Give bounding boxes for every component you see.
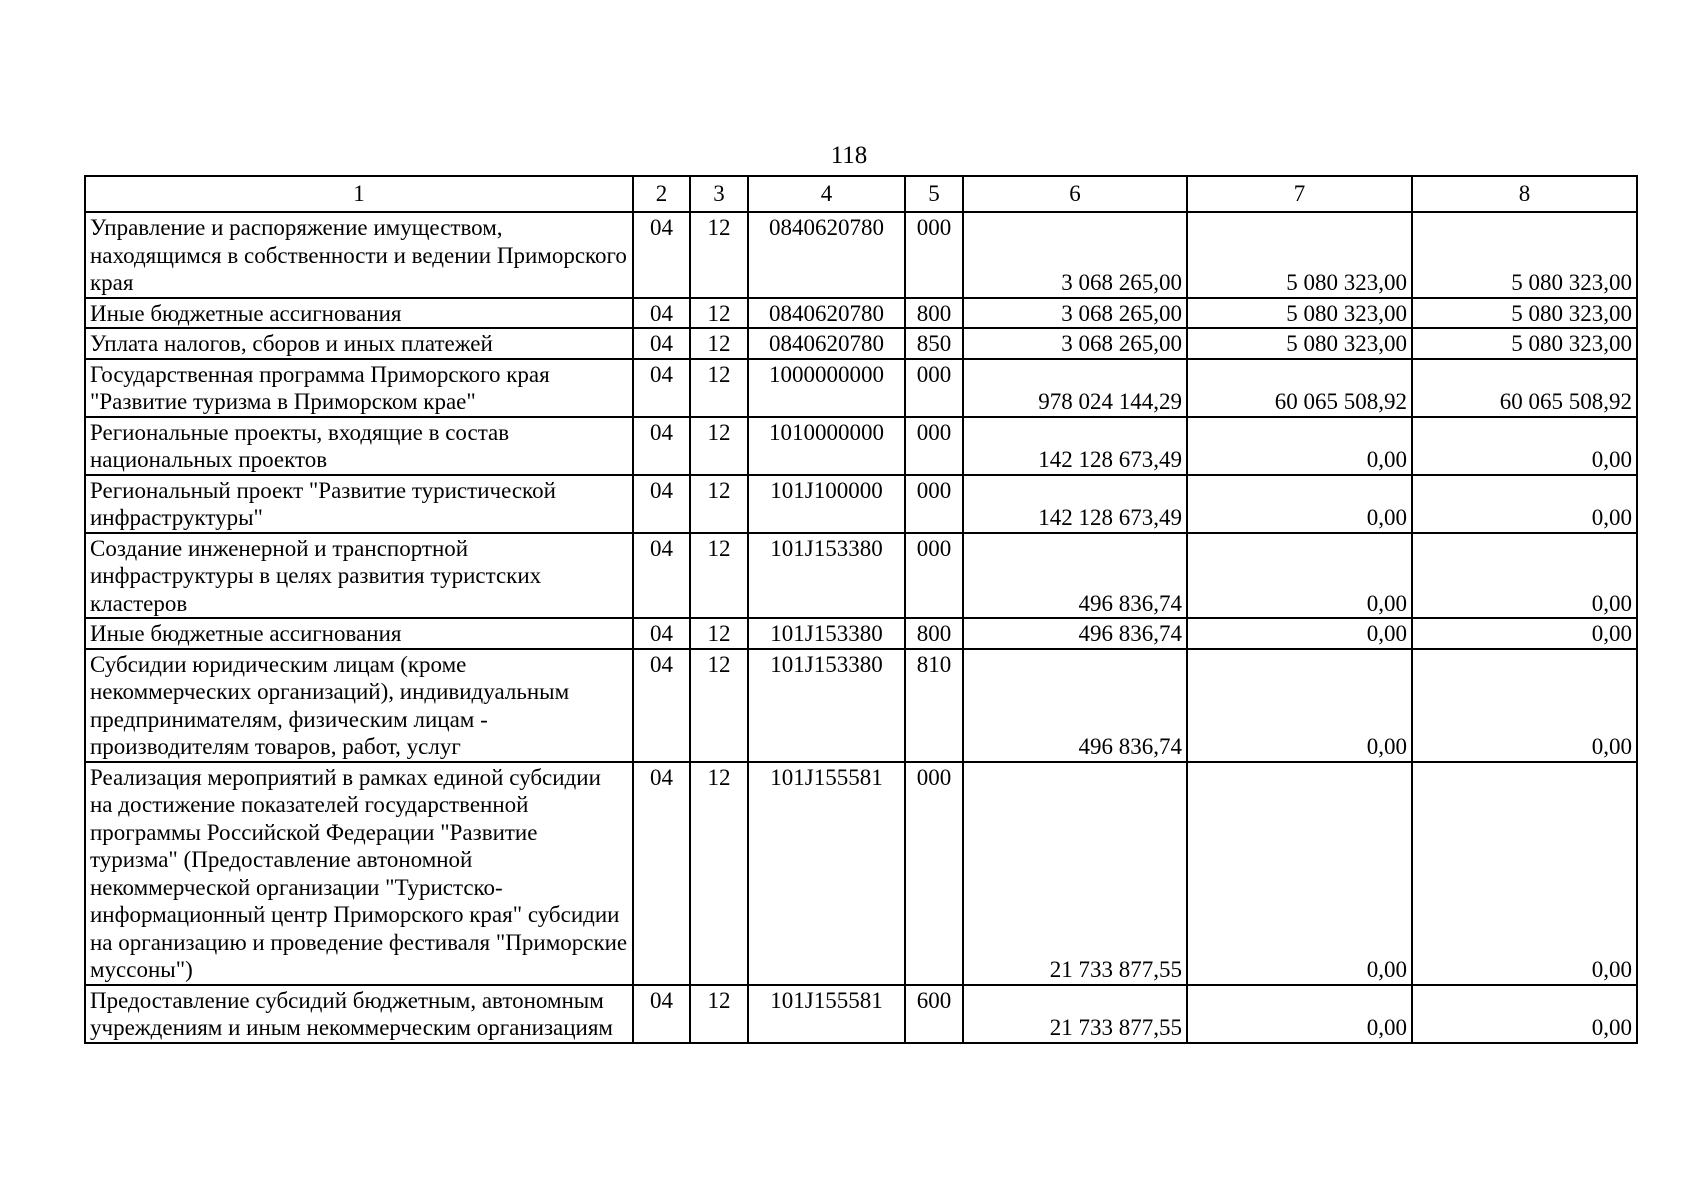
table-row bbox=[85, 212, 1637, 298]
expense-type-code-cell: 810 bbox=[905, 649, 963, 762]
subsection-code-cell: 12 bbox=[690, 212, 748, 298]
section-code-cell: 04 bbox=[633, 985, 690, 1043]
column-header: 6 bbox=[963, 176, 1187, 212]
expense-type-code-cell: 800 bbox=[905, 618, 963, 649]
amount-col8-cell: 0,00 bbox=[1412, 618, 1637, 649]
subsection-code-cell: 12 bbox=[690, 762, 748, 985]
section-code-cell: 04 bbox=[633, 533, 690, 619]
table-row bbox=[85, 359, 1637, 417]
budget-table bbox=[84, 175, 1638, 1044]
section-code-cell: 04 bbox=[633, 417, 690, 475]
column-header: 4 bbox=[748, 176, 905, 212]
amount-col6-cell: 3 068 265,00 bbox=[963, 212, 1187, 298]
expense-type-code-cell: 600 bbox=[905, 985, 963, 1043]
expense-type-code-cell: 800 bbox=[905, 298, 963, 329]
expense-name-cell: Уплата налогов, сборов и иных платежей bbox=[85, 328, 633, 359]
target-article-code-cell: 101J155581 bbox=[748, 985, 905, 1043]
amount-col7-cell: 0,00 bbox=[1187, 475, 1412, 533]
target-article-code-cell: 101J155581 bbox=[748, 762, 905, 985]
amount-col6-cell: 496 836,74 bbox=[963, 618, 1187, 649]
amount-col8-cell: 5 080 323,00 bbox=[1412, 328, 1637, 359]
section-code-cell: 04 bbox=[633, 475, 690, 533]
amount-col7-cell: 0,00 bbox=[1187, 649, 1412, 762]
subsection-code-cell: 12 bbox=[690, 985, 748, 1043]
column-header: 5 bbox=[905, 176, 963, 212]
expense-type-code-cell: 000 bbox=[905, 212, 963, 298]
table-row bbox=[85, 417, 1637, 475]
amount-col8-cell: 0,00 bbox=[1412, 985, 1637, 1043]
column-header: 2 bbox=[633, 176, 690, 212]
column-number-header-row bbox=[85, 176, 1637, 212]
expense-name-cell: Предоставление субсидий бюджетным, автономным учреждениям и иным некоммерческим организациям bbox=[85, 985, 633, 1043]
amount-col8-cell: 0,00 bbox=[1412, 649, 1637, 762]
table-row bbox=[85, 649, 1637, 762]
amount-col7-cell: 0,00 bbox=[1187, 417, 1412, 475]
expense-type-code-cell: 850 bbox=[905, 328, 963, 359]
amount-col6-cell: 21 733 877,55 bbox=[963, 762, 1187, 985]
table-row bbox=[85, 985, 1637, 1043]
amount-col7-cell: 0,00 bbox=[1187, 985, 1412, 1043]
amount-col8-cell: 60 065 508,92 bbox=[1412, 359, 1637, 417]
section-code-cell: 04 bbox=[633, 762, 690, 985]
expense-type-code-cell: 000 bbox=[905, 762, 963, 985]
amount-col7-cell: 60 065 508,92 bbox=[1187, 359, 1412, 417]
section-code-cell: 04 bbox=[633, 212, 690, 298]
subsection-code-cell: 12 bbox=[690, 475, 748, 533]
subsection-code-cell: 12 bbox=[690, 618, 748, 649]
column-header: 1 bbox=[85, 176, 633, 212]
section-code-cell: 04 bbox=[633, 649, 690, 762]
amount-col7-cell: 0,00 bbox=[1187, 533, 1412, 619]
expense-type-code-cell: 000 bbox=[905, 533, 963, 619]
amount-col7-cell: 5 080 323,00 bbox=[1187, 298, 1412, 329]
amount-col6-cell: 496 836,74 bbox=[963, 533, 1187, 619]
amount-col6-cell: 142 128 673,49 bbox=[963, 417, 1187, 475]
subsection-code-cell: 12 bbox=[690, 298, 748, 329]
column-header: 3 bbox=[690, 176, 748, 212]
amount-col6-cell: 3 068 265,00 bbox=[963, 298, 1187, 329]
amount-col7-cell: 0,00 bbox=[1187, 762, 1412, 985]
expense-name-cell: Реализация мероприятий в рамках единой субсидии на достижение показателей государственной программы Российской Федерации "Развитие туризма" (Предоставление автономной некоммерческой организации "Туристско-информационный центр Приморского края" субсидии на организацию и проведение фестиваля "Приморские муссоны") bbox=[85, 762, 633, 985]
amount-col7-cell: 5 080 323,00 bbox=[1187, 328, 1412, 359]
target-article-code-cell: 1010000000 bbox=[748, 417, 905, 475]
expense-name-cell: Управление и распоряжение имуществом, находящимся в собственности и ведении Приморского края bbox=[85, 212, 633, 298]
amount-col6-cell: 978 024 144,29 bbox=[963, 359, 1187, 417]
subsection-code-cell: 12 bbox=[690, 533, 748, 619]
amount-col8-cell: 5 080 323,00 bbox=[1412, 212, 1637, 298]
column-header: 7 bbox=[1187, 176, 1412, 212]
amount-col7-cell: 0,00 bbox=[1187, 618, 1412, 649]
target-article-code-cell: 0840620780 bbox=[748, 328, 905, 359]
section-code-cell: 04 bbox=[633, 359, 690, 417]
expense-name-cell: Иные бюджетные ассигнования bbox=[85, 298, 633, 329]
table-row bbox=[85, 298, 1637, 329]
expense-name-cell: Иные бюджетные ассигнования bbox=[85, 618, 633, 649]
table-row bbox=[85, 762, 1637, 985]
expense-name-cell: Субсидии юридическим лицам (кроме некоммерческих организаций), индивидуальным предпринимателям, физическим лицам - производителям товаров, работ, услуг bbox=[85, 649, 633, 762]
target-article-code-cell: 101J153380 bbox=[748, 618, 905, 649]
target-article-code-cell: 101J153380 bbox=[748, 649, 905, 762]
subsection-code-cell: 12 bbox=[690, 417, 748, 475]
subsection-code-cell: 12 bbox=[690, 359, 748, 417]
section-code-cell: 04 bbox=[633, 618, 690, 649]
section-code-cell: 04 bbox=[633, 298, 690, 329]
amount-col6-cell: 3 068 265,00 bbox=[963, 328, 1187, 359]
amount-col8-cell: 0,00 bbox=[1412, 762, 1637, 985]
amount-col8-cell: 0,00 bbox=[1412, 475, 1637, 533]
page-number: 118 bbox=[830, 142, 868, 169]
subsection-code-cell: 12 bbox=[690, 649, 748, 762]
subsection-code-cell: 12 bbox=[690, 328, 748, 359]
table-row bbox=[85, 328, 1637, 359]
expense-name-cell: Региональный проект "Развитие туристической инфраструктуры" bbox=[85, 475, 633, 533]
target-article-code-cell: 0840620780 bbox=[748, 298, 905, 329]
expense-name-cell: Региональные проекты, входящие в состав национальных проектов bbox=[85, 417, 633, 475]
expense-type-code-cell: 000 bbox=[905, 475, 963, 533]
expense-type-code-cell: 000 bbox=[905, 359, 963, 417]
amount-col6-cell: 21 733 877,55 bbox=[963, 985, 1187, 1043]
amount-col7-cell: 5 080 323,00 bbox=[1187, 212, 1412, 298]
section-code-cell: 04 bbox=[633, 328, 690, 359]
amount-col8-cell: 0,00 bbox=[1412, 417, 1637, 475]
expense-name-cell: Государственная программа Приморского края "Развитие туризма в Приморском крае" bbox=[85, 359, 633, 417]
target-article-code-cell: 101J100000 bbox=[748, 475, 905, 533]
expense-type-code-cell: 000 bbox=[905, 417, 963, 475]
target-article-code-cell: 0840620780 bbox=[748, 212, 905, 298]
amount-col8-cell: 5 080 323,00 bbox=[1412, 298, 1637, 329]
expense-name-cell: Создание инженерной и транспортной инфраструктуры в целях развития туристских кластеров bbox=[85, 533, 633, 619]
table-row bbox=[85, 475, 1637, 533]
target-article-code-cell: 1000000000 bbox=[748, 359, 905, 417]
amount-col6-cell: 142 128 673,49 bbox=[963, 475, 1187, 533]
target-article-code-cell: 101J153380 bbox=[748, 533, 905, 619]
table-row bbox=[85, 533, 1637, 619]
column-header: 8 bbox=[1412, 176, 1637, 212]
amount-col6-cell: 496 836,74 bbox=[963, 649, 1187, 762]
amount-col8-cell: 0,00 bbox=[1412, 533, 1637, 619]
table-row bbox=[85, 618, 1637, 649]
